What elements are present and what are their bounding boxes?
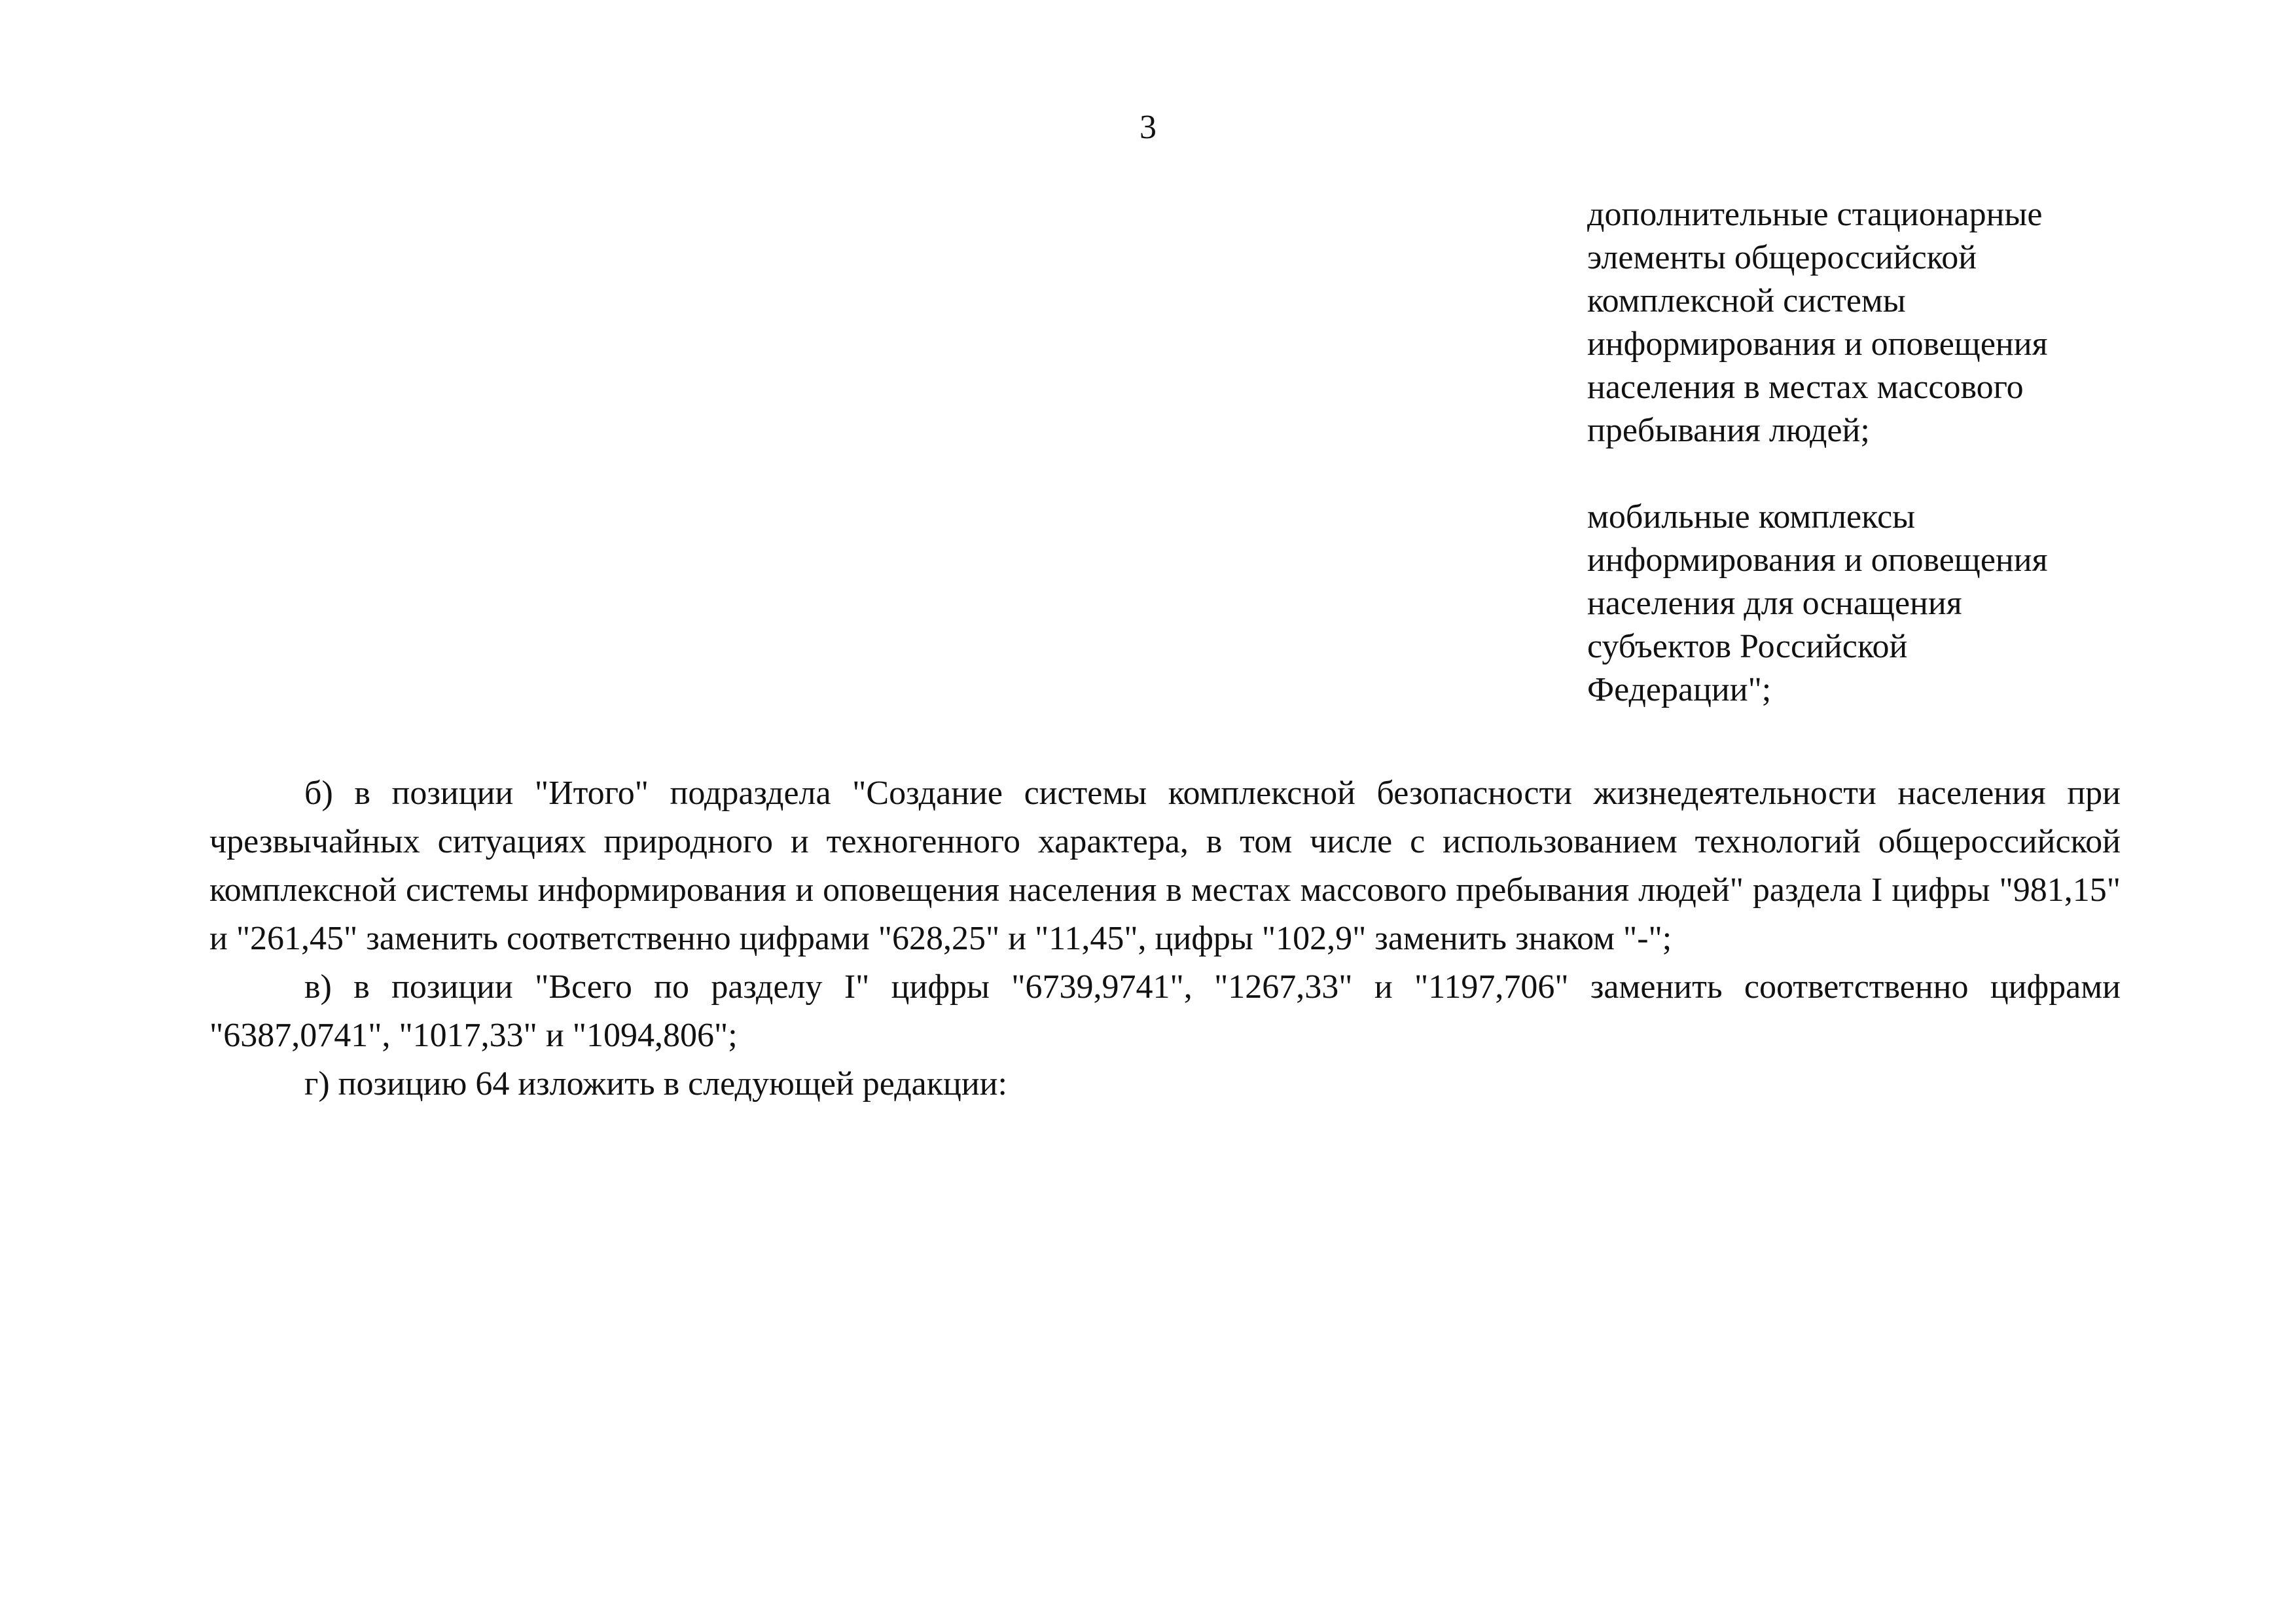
right-paragraph-mobile [1587,496,2242,712]
document-body [209,769,2121,1108]
page-number: 3 [1139,109,1157,146]
paragraph-v: в) в позиции "Всего по разделу I" цифры "6739,9741", "1267,33" и "1197,706" заменить соответственно цифрами "6387,0741", "1017,33" и "1094,806"; [209,968,2121,1054]
text-line: Федерации"; [1587,671,1772,708]
text-line: дополнительные стационарные [1587,196,2043,233]
text-line: комплексной системы [1587,282,1906,319]
text-line: мобильные комплексы [1587,498,1916,536]
paragraph-gap [1587,452,2242,496]
paragraph-g: г) позицию 64 изложить в следующей редакции: [304,1065,1007,1103]
amended-text-block [1587,193,2242,712]
text-line: субъектов Российской [1587,628,1908,665]
paragraph-b: б) в позиции "Итого" подраздела "Создание системы комплексной безопасности жизнедеятельности населения при чрезвычайных ситуациях природного и техногенного характера, в том числе с использованием технологий общероссийской комплексной системы информирования и оповещения населения в местах массового пребывания людей" раздела I цифры "981,15" и "261,45" заменить соответственно цифрами "628,25" и "11,45", цифры "102,9" заменить знаком "-"; [209,775,2121,957]
text-line: населения в местах массового [1587,369,2024,406]
right-paragraph-stationary [1587,193,2242,452]
text-line: информирования и оповещения [1587,541,2048,579]
text-line: элементы общероссийской [1587,239,1977,276]
text-line: информирования и оповещения [1587,325,2048,363]
text-line: населения для оснащения [1587,585,1962,622]
text-line: пребывания людей; [1587,412,1870,449]
